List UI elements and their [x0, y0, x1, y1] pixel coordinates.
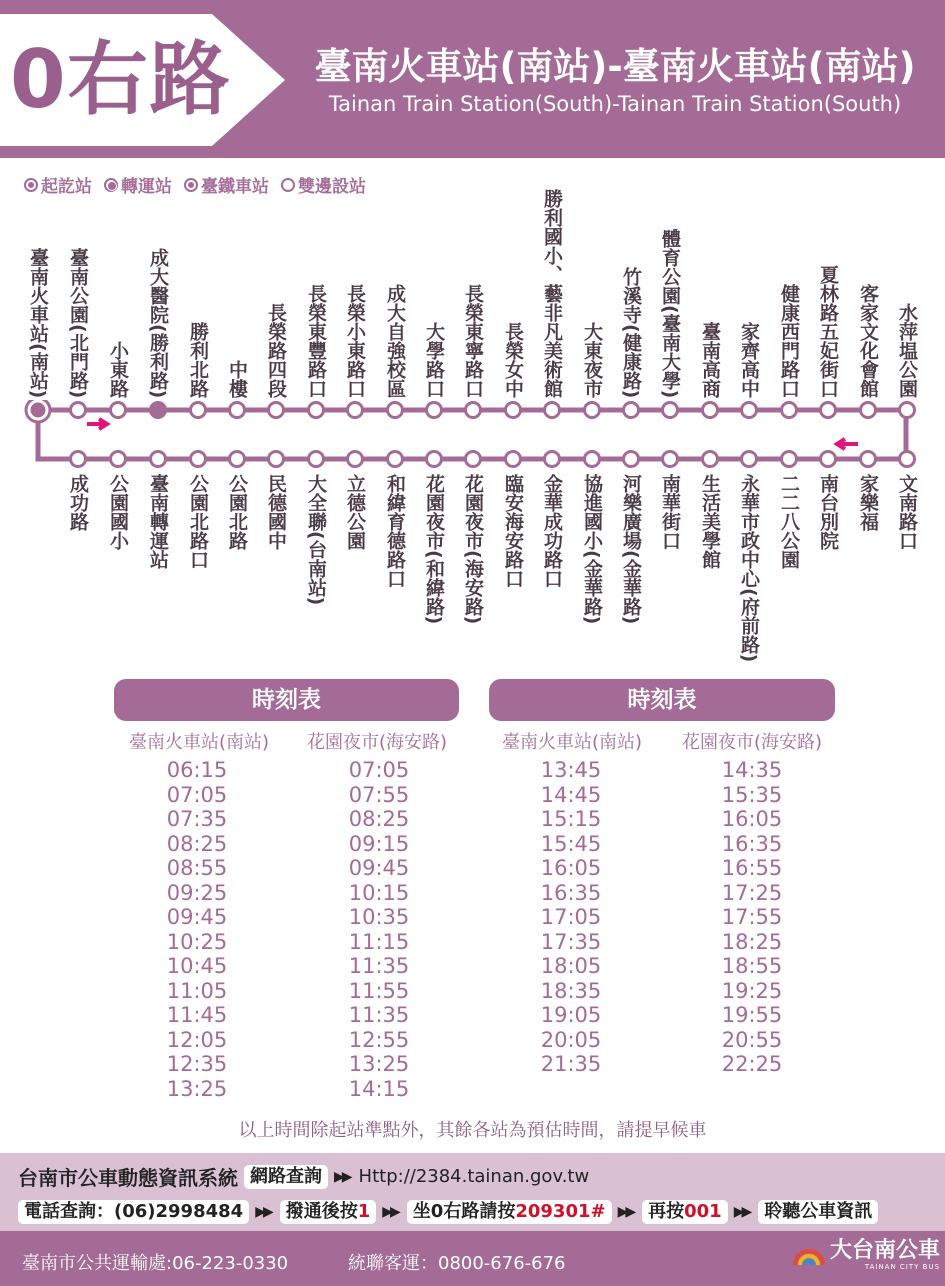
railway-station-icon	[184, 178, 198, 192]
departure-time: 21:35	[540, 1052, 602, 1076]
inbound-stop-label: 永華市政中心(府前路)	[738, 474, 760, 663]
inbound-stop-label: 文南路口	[896, 474, 918, 550]
departure-time: 13:25	[348, 1052, 410, 1076]
outbound-stops	[26, 400, 915, 422]
departure-time: 13:45	[540, 758, 602, 782]
outbound-stop-label: 竹溪寺(健康路)	[620, 266, 642, 398]
route-name: 0右路	[10, 33, 232, 126]
inbound-stop-label: 公園北路口	[187, 474, 209, 569]
step-text: 撥通後按	[285, 1201, 358, 1222]
outbound-stop-label: 中樓	[226, 360, 248, 398]
departure-time: 12:55	[348, 1027, 410, 1052]
inbound-stop-label: 二二八公園	[778, 474, 800, 569]
office-contact: 臺南市公共運輸處:06-223-0330	[22, 1253, 289, 1274]
departure-time: 09:45	[166, 905, 228, 929]
timetable-col-head: 臺南火車站(南站)	[501, 732, 643, 753]
stop-marker	[71, 403, 86, 418]
chevron-right-icon: ▶▶	[255, 1204, 271, 1220]
stop-marker	[624, 452, 639, 467]
direction-arrow-right-icon	[87, 419, 107, 429]
outbound-stop-label: 長榮東豐路口	[305, 284, 327, 398]
step-number: 209301#	[515, 1201, 606, 1222]
header-banner	[0, 0, 945, 158]
inbound-stop-label: 河樂廣場(金華路)	[620, 474, 642, 625]
stop-marker	[269, 403, 284, 418]
departure-time: 08:25	[166, 831, 228, 856]
stop-marker	[506, 452, 521, 467]
stop-marker	[861, 452, 876, 467]
brand-logo	[792, 1239, 940, 1271]
stop-marker	[111, 403, 126, 418]
stop-marker	[466, 452, 481, 467]
inbound-stop-label: 公園國小	[107, 474, 129, 550]
stop-marker	[348, 452, 363, 467]
departure-time: 18:35	[540, 978, 602, 1003]
departure-time: 19:25	[721, 978, 783, 1003]
stop-marker	[663, 452, 678, 467]
stop-marker	[703, 452, 718, 467]
stop-marker	[388, 403, 403, 418]
legend-transfer	[104, 172, 172, 197]
inbound-stop-label: 家樂福	[857, 474, 879, 531]
departure-time: 13:25	[166, 1076, 228, 1101]
legend-label: 起訖站	[41, 177, 92, 197]
footer	[0, 1231, 945, 1286]
brand-name-zh: 大台南公車	[830, 1238, 941, 1263]
stop-marker	[742, 452, 757, 467]
timetable-col-departure-am	[122, 758, 272, 1101]
outbound-stop-label: 勝利國小、藝非凡美術館	[541, 189, 563, 398]
departure-time: 11:15	[348, 929, 410, 954]
departure-time: 08:25	[348, 807, 410, 831]
inbound-stop-label: 和緯育德路口	[384, 474, 406, 588]
departure-time: 07:05	[348, 758, 410, 782]
departure-time: 19:55	[721, 1003, 783, 1027]
info-row-phone	[18, 1200, 878, 1224]
inbound-stop-label: 公園北路	[226, 474, 248, 550]
departure-time: 09:15	[348, 831, 410, 856]
departure-time: 12:35	[166, 1052, 228, 1076]
outbound-stop-label: 大學路口	[423, 322, 445, 398]
departure-time: 14:45	[540, 782, 602, 807]
outbound-stop-label: 臺南公園(北門路)	[67, 247, 89, 398]
step-number: 1	[357, 1201, 371, 1222]
outbound-stop-label: 夏林路五妃街口	[817, 265, 839, 398]
web-url[interactable]: Http://2384.tainan.gov.tw	[358, 1166, 590, 1187]
outbound-stop-label: 勝利北路	[187, 322, 209, 398]
inbound-stop-label: 大全聯(台南站)	[305, 474, 327, 606]
transfer-icon	[104, 178, 118, 192]
departure-time: 11:05	[166, 978, 228, 1003]
stop-marker	[230, 452, 245, 467]
info-band	[0, 1153, 945, 1231]
brand-name-en: TAINAN CITY BUS	[864, 1263, 941, 1271]
inbound-stop-label: 金華成功路口	[541, 474, 563, 588]
legend-label: 雙邊設站	[298, 177, 366, 197]
stop-marker	[506, 403, 521, 418]
inbound-stop-label: 南華街口	[659, 474, 681, 550]
timetable-col-head: 臺南火車站(南站)	[128, 732, 270, 753]
departure-time: 16:05	[721, 807, 783, 831]
route-title-en: Tainan Train Station(South)-Tainan Train Station(South)	[328, 92, 902, 116]
step-dial	[280, 1200, 377, 1224]
stop-marker	[71, 452, 86, 467]
departure-time: 11:35	[348, 954, 410, 978]
departure-time: 10:25	[166, 929, 228, 954]
stop-marker	[545, 452, 560, 467]
departure-time: 07:35	[166, 807, 228, 831]
stop-marker	[269, 452, 284, 467]
inbound-stop-label: 生活美學館	[699, 474, 721, 569]
legend-railway	[184, 172, 269, 197]
outbound-stop-label: 成大自強校區	[384, 284, 406, 398]
stop-marker	[821, 452, 836, 467]
legend-terminal	[24, 172, 92, 197]
outbound-stop-label: 體育公園(臺南大學)	[659, 228, 681, 398]
departure-time: 17:05	[540, 905, 602, 929]
timetable-col-head: 花園夜市(海安路)	[306, 732, 448, 753]
legend	[24, 172, 366, 197]
outbound-stop-label: 長榮小東路口	[344, 284, 366, 398]
stop-marker	[663, 403, 678, 418]
step-text: 再按	[648, 1201, 685, 1222]
stop-marker	[388, 452, 403, 467]
phone-label: 電話查詢：(06)2998484	[18, 1200, 249, 1224]
outbound-stop-label: 大東夜市	[581, 322, 603, 398]
timetable-col-market-am	[304, 758, 454, 1101]
stop-marker	[191, 452, 206, 467]
inbound-stop-label: 立德公園	[344, 474, 366, 550]
legend-label: 臺鐵車站	[201, 177, 269, 197]
outbound-stop-label: 健康西門路口	[778, 284, 800, 398]
departure-time: 10:35	[348, 905, 410, 929]
stop-marker	[466, 403, 481, 418]
stop-marker	[427, 452, 442, 467]
departure-time: 11:55	[348, 978, 410, 1003]
outbound-stop-label: 客家文化會館	[857, 284, 879, 398]
timetable-col-head: 花園夜市(海安路)	[681, 732, 823, 753]
terminal-stop-core	[32, 404, 44, 416]
inbound-stop-label: 成功路	[67, 474, 89, 531]
departure-time: 09:45	[348, 856, 410, 880]
step-text: 坐0右路請按	[412, 1201, 516, 1222]
outbound-stop-label: 長榮東寧路口	[462, 284, 484, 398]
departure-time: 22:25	[721, 1052, 783, 1076]
departure-time: 16:35	[721, 831, 783, 856]
web-label: 網路查詢	[244, 1165, 328, 1189]
departure-time: 06:15	[166, 758, 228, 782]
timetable-note: 以上時間除起站準點外，其餘各站為預估時間，請提早候車	[238, 1120, 707, 1141]
outbound-stop-label: 長榮路四段	[265, 303, 287, 398]
route-map	[0, 400, 945, 480]
stop-marker	[111, 452, 126, 467]
chevron-right-icon: ▶▶	[334, 1168, 350, 1185]
departure-time: 10:15	[348, 880, 410, 905]
terminal-icon	[24, 178, 38, 192]
departure-time: 17:35	[540, 929, 602, 954]
inbound-stop-label: 花園夜市(海安路)	[462, 474, 484, 625]
timetable-col-market-pm	[677, 758, 827, 1077]
departure-time: 15:35	[721, 782, 783, 807]
stop-marker	[309, 403, 324, 418]
both-sides-icon	[281, 178, 295, 192]
departure-time: 16:55	[721, 856, 783, 880]
legend-label: 轉運站	[121, 177, 172, 197]
departure-time: 12:05	[166, 1027, 228, 1052]
outbound-stop-label: 臺南火車站(南站)	[27, 247, 49, 398]
stop-marker	[545, 403, 560, 418]
legend-both-sides	[281, 172, 366, 197]
stop-marker	[782, 403, 797, 418]
departure-time: 17:55	[721, 905, 783, 929]
stop-marker	[900, 403, 915, 418]
chevron-right-icon: ▶▶	[617, 1204, 634, 1220]
departure-time: 15:45	[540, 831, 602, 856]
stop-marker	[585, 403, 600, 418]
departure-time: 07:55	[348, 782, 410, 807]
stop-marker	[348, 403, 363, 418]
departure-time: 20:55	[721, 1027, 783, 1052]
outbound-stop-label: 成大醫院(勝利路)	[147, 247, 169, 398]
city-bus-logo-icon	[792, 1243, 826, 1267]
inbound-stop-label: 協進國小(金華路)	[581, 474, 603, 625]
inbound-stop-label: 臺南轉運站	[147, 474, 169, 569]
departure-time: 16:05	[540, 856, 602, 880]
stop-marker	[230, 403, 245, 418]
stop-marker	[861, 403, 876, 418]
departure-time: 14:15	[348, 1076, 410, 1101]
outbound-stop-label: 長榮女中	[502, 322, 524, 398]
outbound-stop-label: 水萍塭公園	[896, 303, 918, 398]
step-number: 001	[684, 1201, 722, 1222]
inbound-stop-label: 民德國中	[265, 474, 287, 550]
departure-time: 09:25	[166, 880, 228, 905]
departure-time: 18:05	[540, 954, 602, 978]
outbound-stop-label: 家齊高中	[738, 322, 760, 398]
chevron-right-icon: ▶▶	[382, 1204, 398, 1220]
stop-marker	[585, 452, 600, 467]
timetable-header-right: 時刻表	[489, 679, 835, 721]
direction-arrow-left-icon	[837, 439, 858, 449]
departure-time: 15:15	[540, 807, 602, 831]
outbound-stop-label: 臺南高商	[699, 322, 721, 398]
system-name: 台南市公車動態資訊系統	[18, 1166, 238, 1190]
chevron-right-icon: ▶▶	[733, 1204, 750, 1220]
departure-time: 16:35	[540, 880, 602, 905]
departure-time: 07:05	[166, 782, 228, 807]
step-again	[642, 1200, 728, 1224]
info-row-web	[18, 1162, 589, 1191]
transfer-stop-marker	[151, 403, 166, 418]
departure-time: 10:45	[166, 954, 228, 978]
stop-marker	[703, 403, 718, 418]
step-listen: 聆聽公車資訊	[758, 1200, 878, 1224]
stop-marker	[309, 452, 324, 467]
stop-marker	[624, 403, 639, 418]
stop-marker	[151, 452, 166, 467]
departure-time: 08:55	[166, 856, 228, 880]
inbound-stop-label: 南台別院	[817, 474, 839, 550]
stop-marker	[782, 452, 797, 467]
departure-time: 19:05	[540, 1003, 602, 1027]
bus-company-contact: 統聯客運：0800-676-676	[348, 1253, 566, 1274]
departure-time: 17:25	[721, 880, 783, 905]
stop-marker	[900, 452, 915, 467]
timetable-header-left: 時刻表	[114, 679, 459, 721]
departure-time: 11:35	[348, 1003, 410, 1027]
departure-time: 20:05	[540, 1027, 602, 1052]
departure-time: 11:45	[166, 1003, 228, 1027]
stop-marker	[821, 403, 836, 418]
step-route	[407, 1200, 612, 1224]
stop-marker	[742, 403, 757, 418]
timetable-col-departure-pm	[496, 758, 646, 1077]
departure-time: 18:25	[721, 929, 783, 954]
route-title-zh: 臺南火車站(南站)-臺南火車站(南站)	[314, 45, 916, 88]
stop-marker	[191, 403, 206, 418]
departure-time: 14:35	[721, 758, 783, 782]
inbound-stop-label: 花園夜市(和緯路)	[423, 474, 445, 625]
inbound-stop-label: 臨安海安路口	[502, 474, 524, 588]
outbound-stop-label: 小東路	[107, 341, 129, 398]
departure-time: 18:55	[721, 954, 783, 978]
stop-marker	[427, 403, 442, 418]
